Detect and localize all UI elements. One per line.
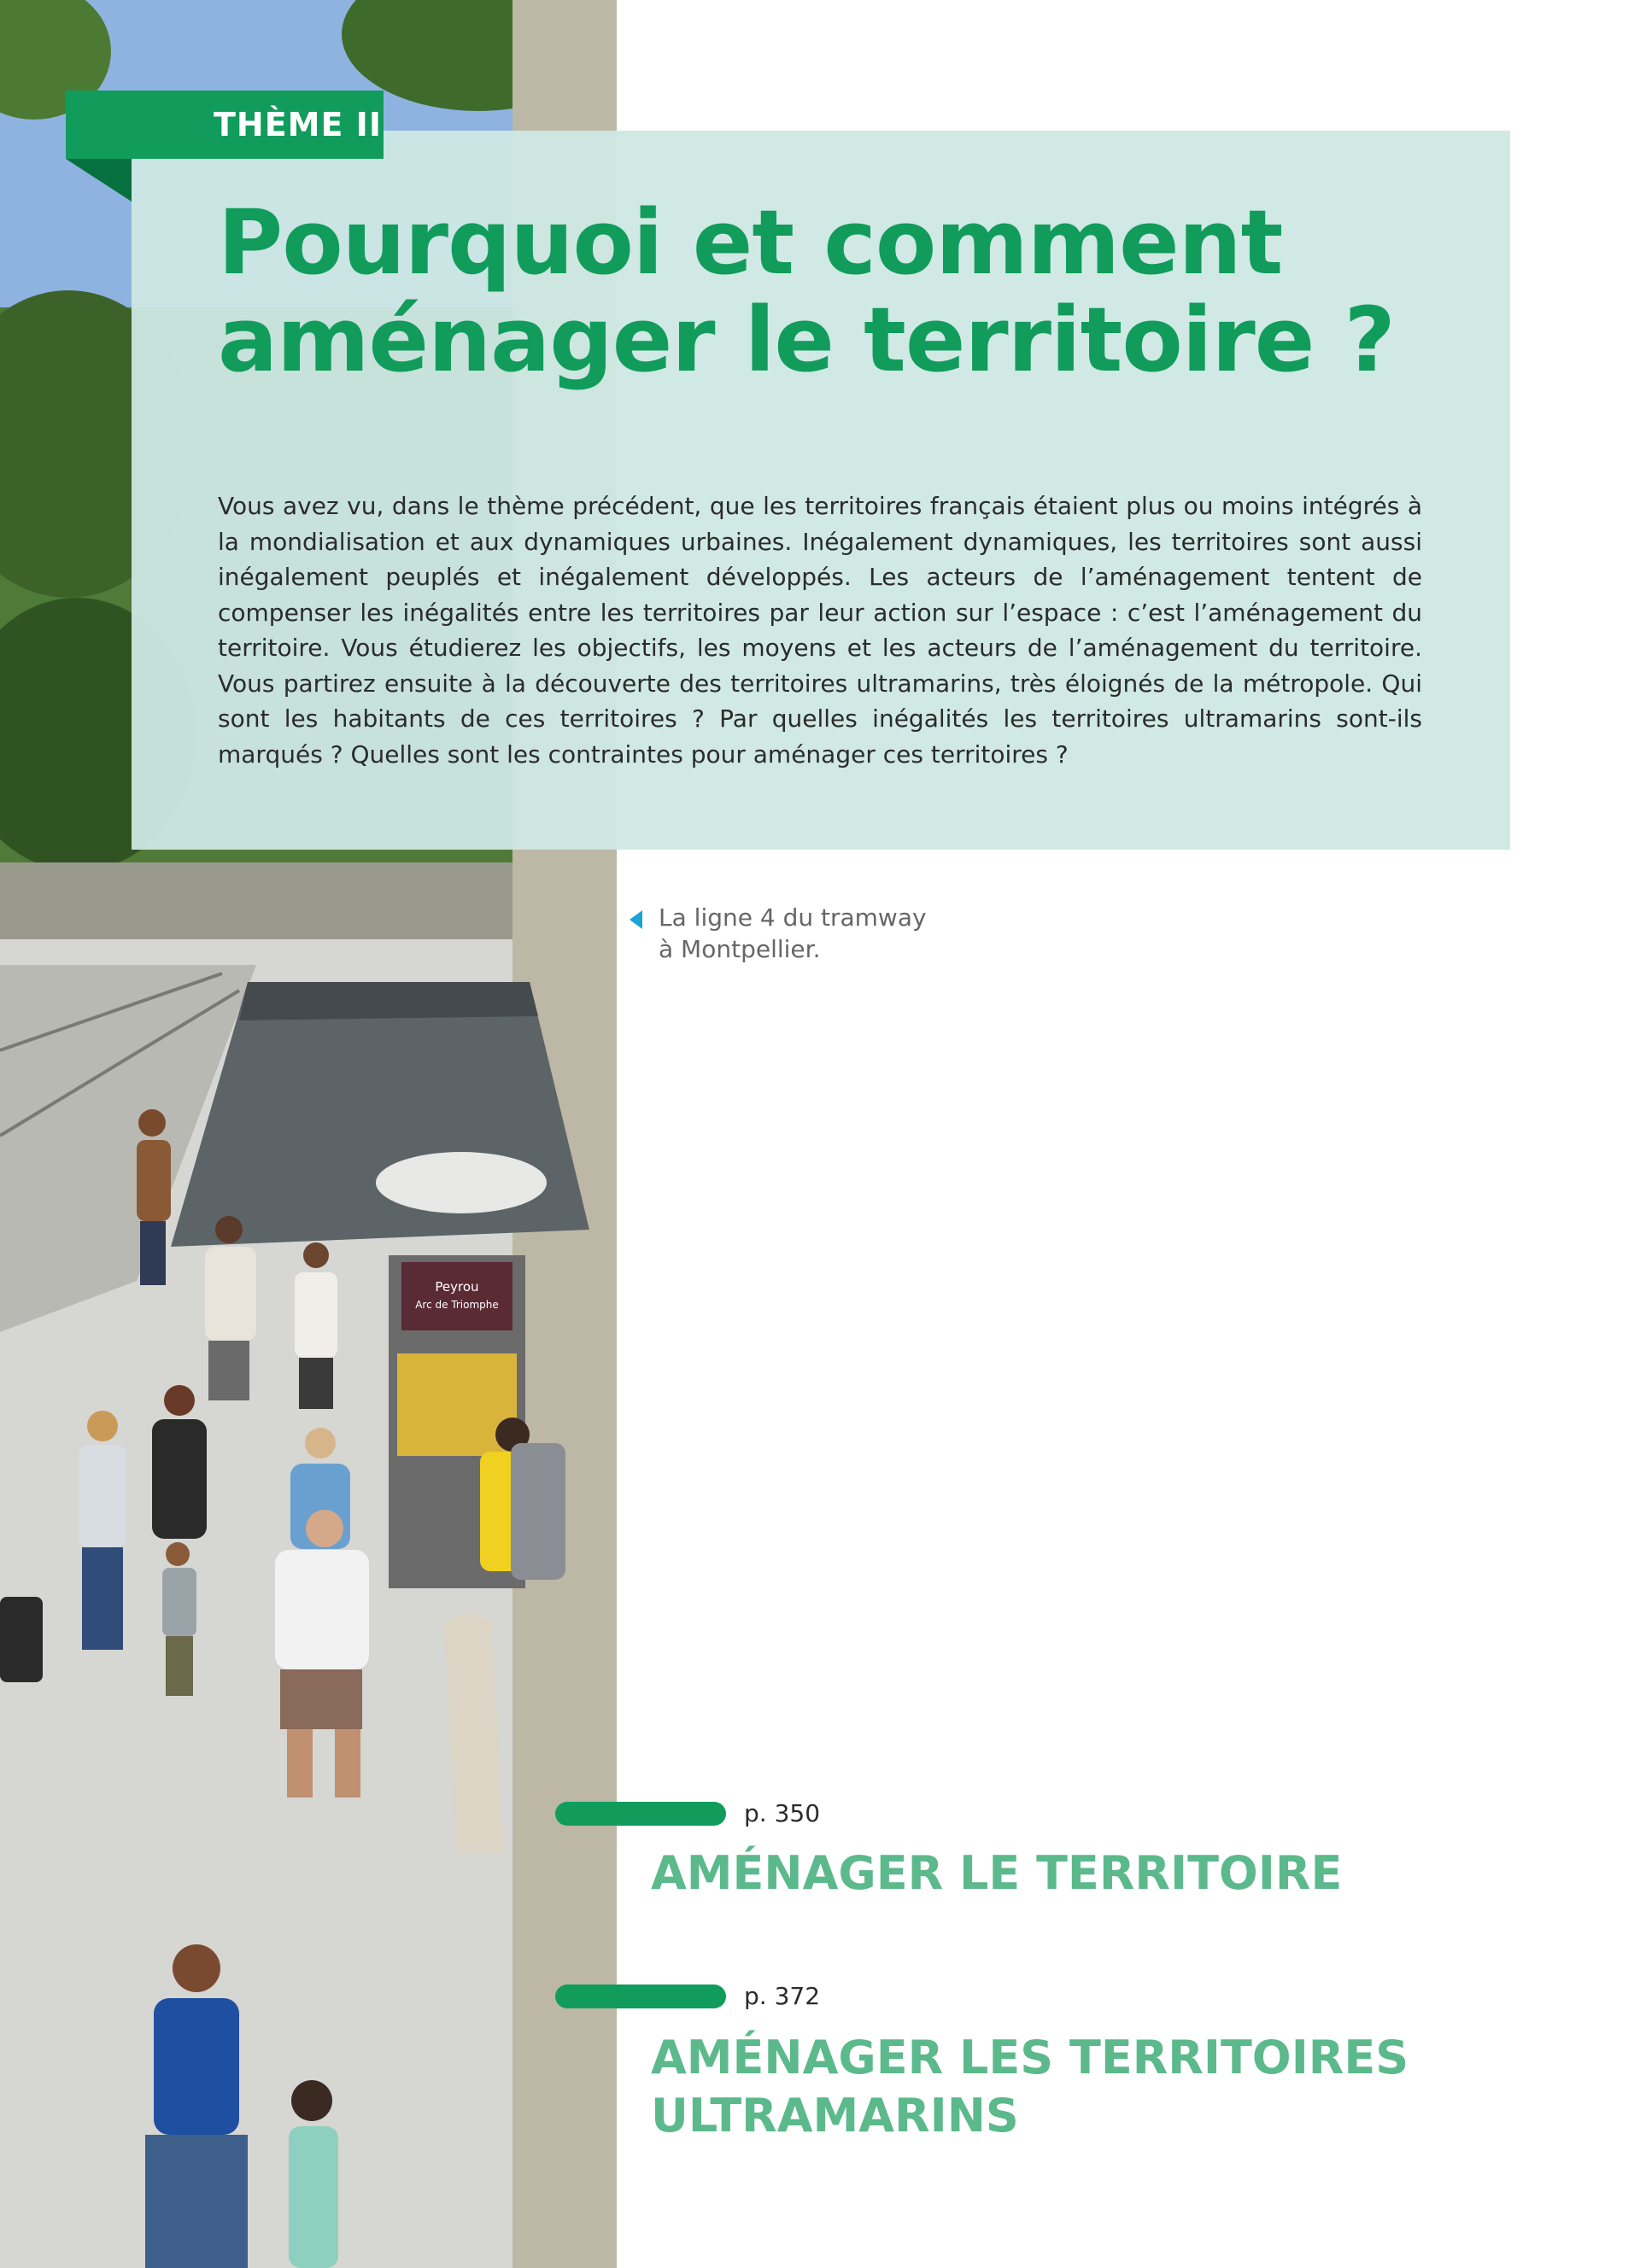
chapter-page-number: p. 372 [744,1982,821,2010]
page-title-line2: aménager le territoire ? [218,288,1395,393]
stop-sign-panel [401,1262,512,1330]
theme-tag: THÈME II [66,91,384,159]
page-title-line1: Pourquoi et comment [218,190,1283,295]
chapter-bar [555,1802,726,1826]
photo-caption [659,902,1017,965]
stop-sign-line1: Peyrou [435,1279,479,1295]
chapter-title-line1: AMÉNAGER LES TERRITOIRES [651,2031,1409,2084]
shelter-lamp [376,1152,547,1213]
caption-arrow-icon [630,910,642,929]
caption-line1: La ligne 4 du tramway [659,903,927,932]
caption-line2: à Montpellier. [659,935,821,963]
chapter-title [651,2029,1590,2145]
intro-text: Vous avez vu, dans le thème précédent, que les territoires français étaient plus ou moins intégrés à la mondialisation et aux dynamiques urbaines. Inégalement dynamiques, les territoires sont aussi inégalement peuplés et inégalement développés. Les acteurs de l’aménagement tentent de compenser les inégalités entre les territoires par leur action sur l’espace : c’est l’aménagement du territoire. Vous étudierez les objectifs, les moyens et les acteurs de l’aménagement du territoire. Vous partirez ensuite à la découverte des territoires ultramarins, très éloignés de la métropole. Qui sont les habitants de ces territoires ? Par quelles inégalités les territoires ultramarins sont-ils marqués ? Quelles sont les contraintes pour aménager ces territoires ? [218,492,1422,769]
shelter-roof-edge [239,982,538,1020]
chapter-title-line1: AMÉNAGER LE TERRITOIRE [651,1846,1343,1900]
chapter-bar [555,1984,726,2008]
page-title [218,190,1414,393]
chapter-title [651,1844,1590,1903]
stop-sign-line2: Arc de Triomphe [415,1299,499,1311]
chapter-title-line2: ULTRAMARINS [651,2089,1019,2142]
chapter-page-number: p. 350 [744,1799,821,1827]
theme-tag-fold [66,159,132,202]
